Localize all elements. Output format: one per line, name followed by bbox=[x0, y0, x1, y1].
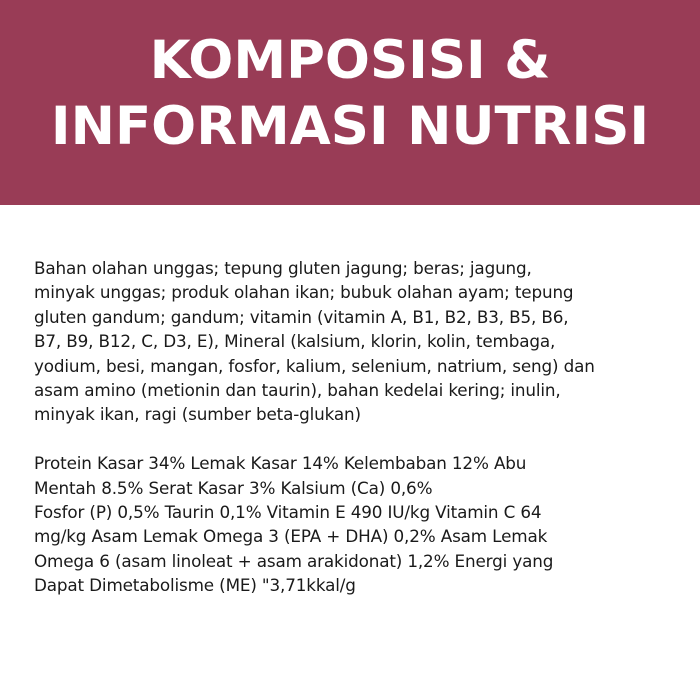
page-title-line-2: INFORMASI NUTRISI bbox=[50, 96, 650, 157]
nutrition-content bbox=[34, 256, 674, 598]
composition-paragraph bbox=[34, 256, 674, 427]
paragraph-spacer bbox=[34, 427, 674, 451]
composition-line: B7, B9, B12, C, D3, E), Mineral (kalsium, klorin, kolin, tembaga, bbox=[34, 331, 556, 352]
nutrition-line: Mentah 8.5% Serat Kasar 3% Kalsium (Ca) 0,6% bbox=[34, 477, 433, 498]
composition-line: minyak unggas; produk olahan ikan; bubuk olahan ayam; tepung bbox=[34, 282, 574, 303]
nutrition-line: Omega 6 (asam linoleat + asam arakidonat) 1,2% Energi yang bbox=[34, 550, 554, 571]
page-title bbox=[0, 28, 700, 160]
nutrition-line: Fosfor (P) 0,5% Taurin 0,1% Vitamin E 490 IU/kg Vitamin C 64 bbox=[34, 502, 542, 523]
page-title-line-1: KOMPOSISI & bbox=[149, 30, 551, 91]
nutrition-line: Protein Kasar 34% Lemak Kasar 14% Kelembaban 12% Abu bbox=[34, 453, 527, 474]
header-banner bbox=[0, 0, 700, 205]
composition-line: Bahan olahan unggas; tepung gluten jagung; beras; jagung, bbox=[34, 258, 532, 278]
nutrition-line: Dapat Dimetabolisme (ME) "3,71kkal/g bbox=[34, 575, 356, 596]
composition-line: yodium, besi, mangan, fosfor, kalium, selenium, natrium, seng) dan bbox=[34, 355, 595, 376]
composition-line: gluten gandum; gandum; vitamin (vitamin A, B1, B2, B3, B5, B6, bbox=[34, 306, 569, 327]
nutrition-paragraph bbox=[34, 451, 674, 597]
composition-line: minyak ikan, ragi (sumber beta-glukan) bbox=[34, 404, 361, 425]
nutrition-line: mg/kg Asam Lemak Omega 3 (EPA + DHA) 0,2% Asam Lemak bbox=[34, 526, 548, 547]
composition-line: asam amino (metionin dan taurin), bahan kedelai kering; inulin, bbox=[34, 380, 561, 401]
